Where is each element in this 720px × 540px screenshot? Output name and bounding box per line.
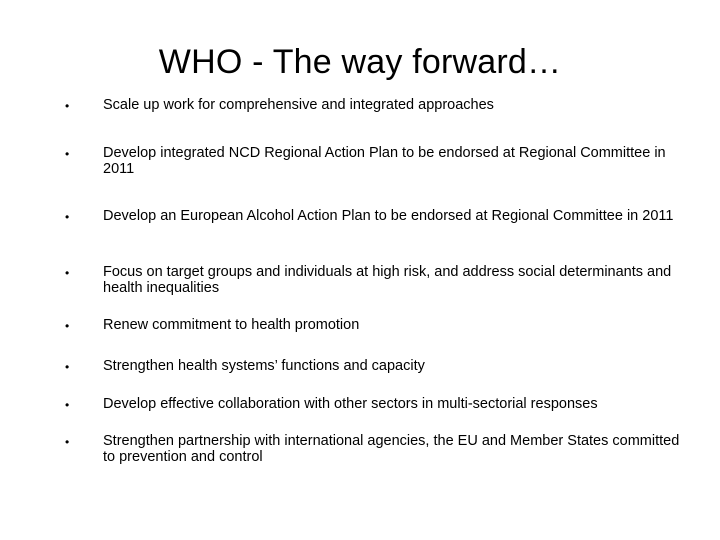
bullet-marker: • <box>65 210 70 224</box>
bullet-text: Scale up work for comprehensive and integrated approaches <box>103 97 494 113</box>
bullet-marker: • <box>65 398 70 412</box>
slide-title: WHO - The way forward… <box>158 43 562 81</box>
bullet-marker: • <box>65 360 70 374</box>
bullet-text: Develop integrated NCD Regional Action Plan to be endorsed at Regional Committee in 2011 <box>103 145 666 177</box>
bullet-marker: • <box>65 319 70 333</box>
bullet-marker: • <box>65 99 70 113</box>
bullet-marker: • <box>65 147 70 161</box>
bullet-text: Develop an European Alcohol Action Plan to be endorsed at Regional Committee in 2011 <box>103 208 674 224</box>
bullet-text: Develop effective collaboration with other sectors in multi-sectorial responses <box>103 396 598 412</box>
bullet-text: Strengthen partnership with international agencies, the EU and Member States committed to prevention and control <box>103 433 680 465</box>
bullet-text: Strengthen health systems’ functions and capacity <box>103 358 425 374</box>
bullet-marker: • <box>65 266 70 280</box>
bullet-text: Focus on target groups and individuals at high risk, and address social determinants and health inequalities <box>103 264 672 296</box>
bullet-marker: • <box>65 435 70 449</box>
bullet-text: Renew commitment to health promotion <box>103 317 360 333</box>
